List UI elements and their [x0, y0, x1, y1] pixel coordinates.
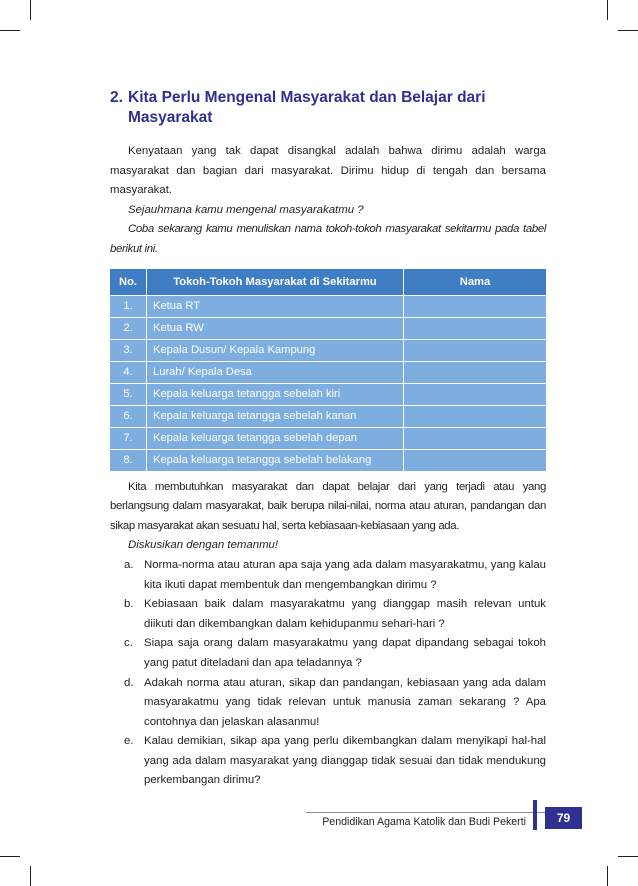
header-no: No. — [110, 268, 147, 295]
row-number: 5. — [110, 383, 147, 405]
row-number: 6. — [110, 405, 147, 427]
table-row — [110, 405, 547, 427]
question-text: Kebiasaan baik dalam masyarakatmu yang dianggap masih relevan untuk diikuti dan dikembangkan dalam kehidupanmu sehari-hari ? — [144, 598, 546, 630]
row-number: 3. — [110, 339, 147, 361]
header-nama: Nama — [404, 268, 547, 295]
row-tokoh: Kepala Dusun/ Kepala Kampung — [147, 339, 404, 361]
header-tokoh: Tokoh-Tokoh Masyarakat di Sekitarmu — [147, 268, 404, 295]
section-number: 2. — [110, 89, 123, 106]
row-tokoh: Kepala keluarga tetangga sebelah kanan — [147, 405, 404, 427]
crop-mark-top-left-v — [30, 0, 31, 20]
row-number: 4. — [110, 361, 147, 383]
question-text: Siapa saja orang dalam masyarakatmu yang dapat dipandang sebagai tokoh yang patut diteladani dan apa teladannya ? — [144, 637, 546, 669]
question-letter: d. — [124, 676, 134, 689]
crop-mark-bottom-right-v — [607, 866, 608, 886]
crop-mark-bottom-right-h — [618, 856, 638, 857]
row-number: 7. — [110, 427, 147, 449]
row-nama[interactable] — [404, 361, 547, 383]
page-number: 79 — [545, 807, 582, 829]
row-number: 2. — [110, 317, 147, 339]
footer-divider — [306, 812, 582, 813]
list-item — [110, 674, 546, 733]
question-text: Norma-norma atau aturan apa saja yang ada dalam masyarakatmu, yang kalau kita ikuti dapat membentuk dan mengembangkan dirimu ? — [144, 558, 546, 591]
table-row — [110, 449, 547, 471]
row-nama[interactable] — [404, 427, 547, 449]
question-letter: c. — [124, 637, 133, 650]
question-text: Kalau demikian, sikap apa yang perlu dikembangkan dalam menyikapi hal-hal yang ada dalam masyarakat yang dianggap tidak sesuai dan tidak mendukung perkembangan dirimu? — [144, 735, 546, 787]
row-nama[interactable] — [404, 339, 547, 361]
table-row — [110, 427, 547, 449]
row-tokoh: Kepala keluarga tetangga sebelah kiri — [147, 383, 404, 405]
intro-paragraph: Kenyataan yang tak dapat disangkal adalah bahwa dirimu adalah warga masyarakat dan bagian dari masyarakat. Dirimu hidup di tengah dan bersama masyarakat. — [110, 145, 546, 197]
footer-accent-bar — [533, 800, 537, 830]
row-tokoh: Kepala keluarga tetangga sebelah belakang — [147, 449, 404, 471]
crop-mark-top-right-v — [607, 0, 608, 20]
list-item — [110, 634, 546, 673]
table-row — [110, 361, 547, 383]
list-item — [110, 595, 546, 634]
row-nama[interactable] — [404, 295, 547, 317]
row-nama[interactable] — [404, 449, 547, 471]
row-number: 8. — [110, 449, 147, 471]
table-row — [110, 383, 547, 405]
footer-book-title: Pendidikan Agama Katolik dan Budi Pekerti — [322, 816, 526, 828]
question-letter: b. — [124, 598, 134, 611]
table-header-row — [110, 268, 547, 295]
section-title: Kita Perlu Mengenal Masyarakat dan Belajar dari Masyarakat — [128, 89, 486, 126]
intro-question: Sejauhmana kamu mengenal masyarakatmu ? — [128, 203, 364, 216]
question-text: Adakah norma atau aturan, sikap dan pandangan, kebiasaan yang ada dalam masyarakatmu yang tidak relevan untuk manusia zaman sekarang ? Apa contohnya dan jelaskan alasanmu! — [144, 676, 546, 728]
row-tokoh: Ketua RT — [147, 295, 404, 317]
row-tokoh: Kepala keluarga tetangga sebelah depan — [147, 427, 404, 449]
discussion-questions — [110, 556, 546, 791]
section-heading — [110, 88, 546, 128]
list-item — [110, 556, 546, 595]
crop-mark-bottom-left-v — [30, 866, 31, 886]
row-tokoh: Ketua RW — [147, 317, 404, 339]
table-row — [110, 317, 547, 339]
discuss-prompt: Diskusikan dengan temanmu! — [128, 539, 279, 552]
tokoh-table — [109, 268, 547, 472]
page-content — [110, 88, 546, 791]
question-letter: a. — [124, 558, 134, 571]
table-row — [110, 295, 547, 317]
row-nama[interactable] — [404, 317, 547, 339]
body-paragraph: Kita membutuhkan masyarakat dan dapat belajar dari yang terjadi atau yang berlangsung dalam masyarakat, baik berupa nilai-nilai, norma atau aturan, pandangan dan sikap masyarakat akan sesuatu hal, serta kebiasaan-kebiasaan yang ada. — [110, 480, 546, 532]
row-number: 1. — [110, 295, 147, 317]
crop-mark-top-right-h — [618, 30, 638, 31]
question-letter: e. — [124, 735, 134, 748]
row-nama[interactable] — [404, 405, 547, 427]
row-nama[interactable] — [404, 383, 547, 405]
list-item — [110, 732, 546, 791]
crop-mark-bottom-left-h — [0, 856, 20, 857]
crop-mark-top-left-h — [0, 30, 20, 31]
row-tokoh: Lurah/ Kepala Desa — [147, 361, 404, 383]
table-row — [110, 339, 547, 361]
intro-instruction: Coba sekarang kamu menuliskan nama tokoh-tokoh masyarakat sekitarmu pada tabel berikut ini. — [110, 223, 546, 255]
